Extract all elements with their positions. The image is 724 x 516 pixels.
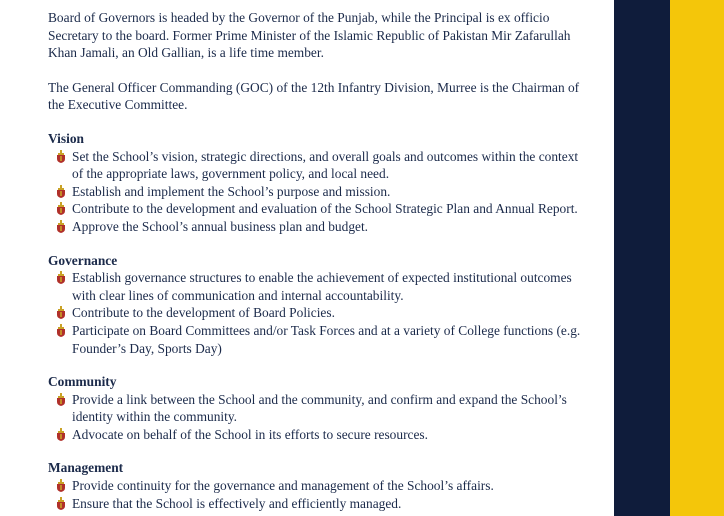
list-item-text: Contribute to the development and evaluation of the School Strategic Plan and Annual Report. [72, 201, 578, 217]
list-item-text: Contribute to the development of Board Policies. [72, 305, 335, 321]
intro-paragraph-goc: The General Officer Commanding (GOC) of the 12th Infantry Division, Murree is the Chairman of the Executive Committee. [48, 79, 580, 113]
list-item-text: Provide continuity for the governance and management of the School’s affairs. [72, 478, 494, 494]
list-item-text: Provide a link between the School and the community, and confirm and expand the School’s identity within the community. [72, 391, 567, 425]
crest-bullet-icon [56, 202, 66, 215]
section-title: Management [48, 460, 124, 476]
list-item [48, 183, 588, 201]
crest-bullet-icon [56, 271, 66, 284]
section-community [48, 373, 588, 443]
list-item [48, 200, 588, 218]
section-management [48, 459, 588, 512]
list-item [48, 269, 588, 304]
intro-paragraph-board: Board of Governors is headed by the Governor of the Punjab, while the Principal is ex officio Secretary to the board. Former Prime Minister of the Islamic Republic of Pakistan Mir Zafarullah Khan Jamali, an Old Gallian, is a life time member. [48, 10, 571, 61]
navy-stripe [614, 0, 670, 516]
list-item-text: Advocate on behalf of the School in its efforts to secure resources. [72, 426, 428, 442]
crest-bullet-icon [56, 497, 66, 510]
crest-bullet-icon [56, 150, 66, 163]
list-item [48, 477, 588, 495]
list-item-text: Participate on Board Committees and/or Task Forces and at a variety of College functions (e.g. Founder’s Day, Sports Day) [72, 322, 581, 356]
list-item-text: Establish governance structures to enable the achievement of expected institutional outcomes with clear lines of communication and internal accountability. [72, 270, 572, 303]
crest-bullet-icon [56, 479, 66, 492]
crest-bullet-icon [56, 428, 66, 441]
bullet-list [48, 269, 588, 357]
bullet-list [48, 391, 588, 444]
crest-bullet-icon [56, 393, 66, 406]
crest-bullet-icon [56, 185, 66, 198]
list-item-text: Ensure that the School is effectively and efficiently managed. [72, 495, 402, 511]
list-item-text: Approve the School’s annual business plan and budget. [72, 218, 369, 234]
document-body [48, 0, 588, 512]
list-item [48, 322, 588, 357]
list-item [48, 495, 588, 513]
list-item-text: Establish and implement the School’s purpose and mission. [72, 183, 391, 199]
bullet-list [48, 477, 588, 512]
list-item [48, 148, 588, 183]
bullet-list [48, 148, 588, 236]
crest-bullet-icon [56, 324, 66, 337]
list-item [48, 218, 588, 236]
section-title: Governance [48, 252, 118, 268]
section-governance [48, 252, 588, 358]
section-vision [48, 130, 588, 236]
crest-bullet-icon [56, 306, 66, 319]
list-item [48, 304, 588, 322]
list-item [48, 391, 588, 426]
list-item [48, 426, 588, 444]
section-title: Vision [48, 130, 84, 146]
list-item-text: Set the School’s vision, strategic directions, and overall goals and outcomes within the context of the appropriate laws, government policy, and local need. [72, 148, 579, 182]
gold-stripe [670, 0, 724, 516]
crest-bullet-icon [56, 220, 66, 233]
section-title: Community [48, 374, 117, 390]
